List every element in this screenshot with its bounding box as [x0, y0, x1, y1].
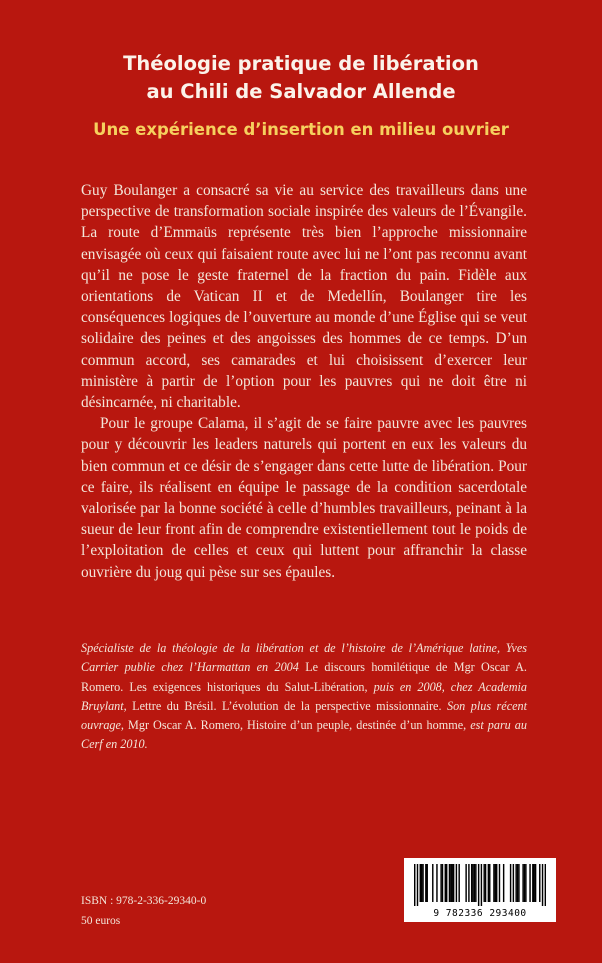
blurb-paragraph-1: Guy Boulanger a consacré sa vie au service des travailleurs dans une perspective de transformation sociale inspirée des valeurs de l’Évangile. La route d’Emmaüs représente très bien l’approche missionnaire envisagée où ceux qui faisaient route avec lui ne l’ont pas reconnu avant qu’il ne pose le geste fraternel de la fraction du pain. Fidèle aux orientations de Vatican II et de Medellín, Boulanger tire les conséquences logiques de l’ouverture au monde d’une Église qui se veut solidaire des peines et des angoisses des hommes de ce temps. D’un commun accord, ses camarades et lui choisissent d’exercer leur ministère à partir de l’option pour les pauvres qui ne doit être ni désincarnée, ni charitable.: [81, 182, 527, 412]
blurb-paragraph-2: Pour le groupe Calama, il s’agit de se faire pauvre avec les pauvres pour y découvrir les leaders naturels qui portent en eux les valeurs du bien commun et ce désir de s’engager dans cette lutte de libération. Pour ce faire, ils réalisent en équipe le passage de la condition sacerdotale valorisée par la bonne société à celle d’humbles travailleurs, peinant à la sueur de leur front afin de comprendre existentiellement tout le poids de l’exploitation de celles et ceux qui luttent pour affranchir la classe ouvrière du joug qui pèse sur ses épaules.: [81, 415, 527, 581]
barcode-bar: [535, 864, 536, 902]
barcode-bar: [442, 864, 443, 902]
barcode-bar: [495, 864, 496, 902]
barcode-bar: [478, 864, 479, 906]
blurb: [81, 180, 527, 583]
barcode-bar: [421, 864, 422, 902]
barcode-bar: [529, 864, 530, 902]
barcode-bar: [483, 864, 484, 902]
barcode-bar: [452, 864, 453, 902]
barcode-bar: [542, 864, 543, 906]
author-bio: [81, 639, 527, 755]
title-line-2: au Chili de Salvador Allende: [146, 80, 456, 103]
barcode-bar: [510, 864, 511, 902]
barcode-bar: [485, 864, 486, 902]
bio-text-2: Le discours homilétique de Mgr Oscar A. Romero. Les exigences historiques du Salut-Libération,: [81, 660, 527, 694]
barcode-bar: [465, 864, 466, 902]
bio-italic-3: puis en 2008, chez Academia Bruylant,: [81, 679, 527, 713]
barcode-bar: [525, 864, 526, 902]
barcode-bar: [518, 864, 519, 902]
bio-text-4: Lettre du Brésil. L’évolution de la perspective missionnaire.: [126, 698, 447, 713]
barcode-bar: [532, 864, 533, 902]
barcode-bar: [496, 864, 497, 902]
barcode-bar: [453, 864, 454, 902]
barcode-bar: [499, 864, 500, 902]
barcode-bar: [488, 864, 489, 902]
barcode-bar: [445, 864, 446, 902]
barcode-bar: [545, 864, 546, 906]
isbn-barcode: [404, 858, 556, 922]
barcode-bar: [414, 864, 415, 906]
barcode-bars: [414, 864, 546, 906]
bio-italic-5: Son plus récent ouvrage,: [81, 698, 527, 733]
barcode-bar: [513, 864, 514, 902]
barcode-bar: [458, 864, 459, 902]
barcode-bar: [475, 864, 476, 902]
barcode-bar: [456, 864, 457, 902]
barcode-bar: [489, 864, 490, 902]
barcode-bar: [515, 864, 516, 902]
bio-italic-7: est paru au Cerf en 2010.: [81, 718, 527, 752]
barcode-number: 9 782336 293400: [433, 908, 527, 919]
barcode-bar: [522, 864, 523, 902]
barcode-bar: [440, 864, 441, 902]
isbn-block: [81, 891, 206, 931]
barcode-bar: [472, 864, 473, 902]
barcode-bar: [524, 864, 525, 902]
barcode-bar: [420, 864, 421, 902]
isbn-text: ISBN : 978-2-336-29340-0: [81, 895, 207, 907]
barcode-bar: [481, 864, 482, 906]
title-line-1: Théologie pratique de libération: [123, 52, 479, 75]
barcode-bar: [450, 864, 451, 902]
barcode-bar: [517, 864, 518, 902]
barcode-bar: [425, 864, 426, 902]
barcode-bar: [471, 864, 472, 902]
price-text: 50 euros: [81, 915, 121, 927]
barcode-bar: [427, 864, 428, 902]
barcode-bar: [422, 864, 423, 902]
book-title: [40, 50, 562, 106]
barcode-bar: [474, 864, 475, 902]
book-subtitle: Une expérience d’insertion en milieu ouvrier: [93, 120, 509, 139]
barcode-bar: [503, 864, 504, 902]
barcode-bar: [449, 864, 450, 902]
barcode-bar: [468, 864, 469, 902]
bio-text-6: Mgr Oscar A. Romero, Histoire d’un peuple, destinée d’un homme,: [123, 718, 471, 733]
barcode-bar: [539, 864, 540, 902]
barcode-bar: [446, 864, 447, 902]
barcode-bar: [493, 864, 494, 902]
barcode-bar: [533, 864, 534, 902]
barcode-bar: [417, 864, 418, 906]
bio-italic-1: Spécialiste de la théologie de la libération et de l’histoire de l’Amérique latine, Yves Carrier publie chez l’Harmattan en 2004: [81, 641, 527, 675]
barcode-bar: [436, 864, 437, 902]
barcode-bar: [432, 864, 433, 902]
